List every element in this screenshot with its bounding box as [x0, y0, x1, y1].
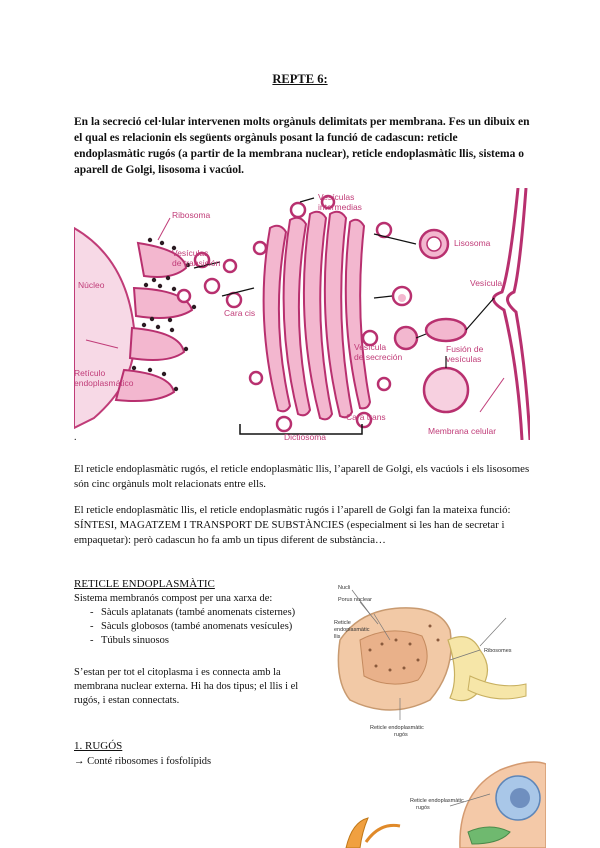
dot-marker-2: . — [74, 432, 77, 443]
section-rugos-point: → Conté ribosomes i fosfolípids — [74, 756, 212, 767]
paragraph-relation: El reticle endoplasmàtic rugós, el reticle endoplasmàtic llis, l’aparell de Golgi, els vacúols i els lisosomes són cinc orgànuls molt relacionats entre ells. — [74, 463, 530, 490]
list-item: - Túbuls sinuosos — [74, 634, 334, 648]
label-rugos: Reticle endoplasmàtic — [370, 725, 424, 731]
label-lisosoma: Lisosoma — [454, 238, 491, 248]
label-reticulo: Retículo — [74, 368, 106, 378]
section-re-intro: Sistema membranós compost per una xarxa de: — [74, 593, 273, 604]
label-membrana-celular: Membrana celular — [428, 426, 497, 436]
label-vesiculas-intermedias: Vesículas — [318, 192, 355, 202]
fusing-vesicles-shape — [426, 319, 466, 341]
label-ribosomes: Ribosomes — [484, 648, 512, 654]
label-vesiculas-transicion: Vesículas — [172, 248, 209, 258]
label-dictiosoma: Dictiosoma — [284, 432, 327, 440]
label-reticle-llis-2: endoplasmàtic — [334, 627, 370, 633]
vacuole-shape — [424, 368, 468, 412]
label-vesicula: Vesícula — [470, 278, 503, 288]
label-fusion-2: vesículas — [446, 354, 482, 364]
label-cara-trans: Cara trans — [346, 412, 386, 422]
page-title: REPTE 6: — [272, 72, 328, 86]
list-item: - Sàculs globosos (també anomenats vesícules) — [74, 620, 334, 634]
cell-illustration — [340, 752, 546, 848]
section-heading-rugos: 1. RUGÓS — [74, 740, 123, 752]
paragraph-function: El reticle endoplasmàtic llis, el reticle endoplasmàtic rugós i l’aparell de Golgi fan la mateixa funció: SÍNTESI, MAGATZEM I TRANSPORT DE SUBSTÀNCIES (especialment si les han de secretar i empaquetar): però cadascun ho fa amb un tipus diferent de substància… — [74, 504, 511, 546]
label-reticle-rugos: Reticle endoplasmàtic — [410, 798, 464, 804]
organelle-shape — [346, 818, 368, 848]
er-illustration — [330, 580, 530, 738]
label-vesiculas-transicion-2: de transición — [172, 258, 221, 268]
label-reticle-llis: Reticle — [334, 620, 351, 626]
label-fusion: Fusión de — [446, 344, 484, 354]
label-reticulo-2: endoplasmático — [74, 378, 134, 388]
label-porus-nuclear: Porus nuclear — [338, 597, 372, 603]
secretion-diagram — [74, 188, 530, 440]
label-vesiculas-intermedias-2: intermedias — [318, 202, 362, 212]
task-statement: En la secreció cel·lular intervenen molts orgànuls delimitats per membrana. Fes un dibuix en el qual es relacionin els següents orgànuls posant la funció de cadascun: reticle endoplasmàtic rugós (a partir de la membrana nuclear), reticle endoplasmàtic llis, sistema o aparell de Golgi, lisosoma i vacúol. — [74, 116, 530, 176]
section-heading-re: RETICLE ENDOPLASMÀTIC — [74, 578, 215, 590]
label-nucli: Nucli — [338, 585, 351, 591]
section-re-list — [74, 606, 334, 648]
label-rugos-2: rugós — [394, 732, 408, 738]
label-vesicula-secrecion-2: de secreción — [354, 352, 403, 362]
label-nucleo: Núcleo — [78, 280, 105, 290]
secretion-vesicle-shape — [395, 327, 417, 349]
list-item: - Sàculs aplatanats (també anomenats cisternes) — [74, 606, 334, 620]
er-folds-shape — [360, 631, 427, 684]
label-vesicula-secrecion: Vesícula — [354, 342, 387, 352]
label-reticle-rugos-2: rugós — [416, 805, 430, 811]
label-reticle-llis-3: llis — [334, 634, 341, 640]
label-cara-cis: Cara cis — [224, 308, 256, 318]
label-ribosoma: Ribosoma — [172, 210, 211, 220]
section-re-desc: S’estan per tot el citoplasma i es connecta amb la membrana nuclear externa. Hi ha dos tipus; el llis i el rugós, i estan connectats. — [74, 667, 299, 706]
